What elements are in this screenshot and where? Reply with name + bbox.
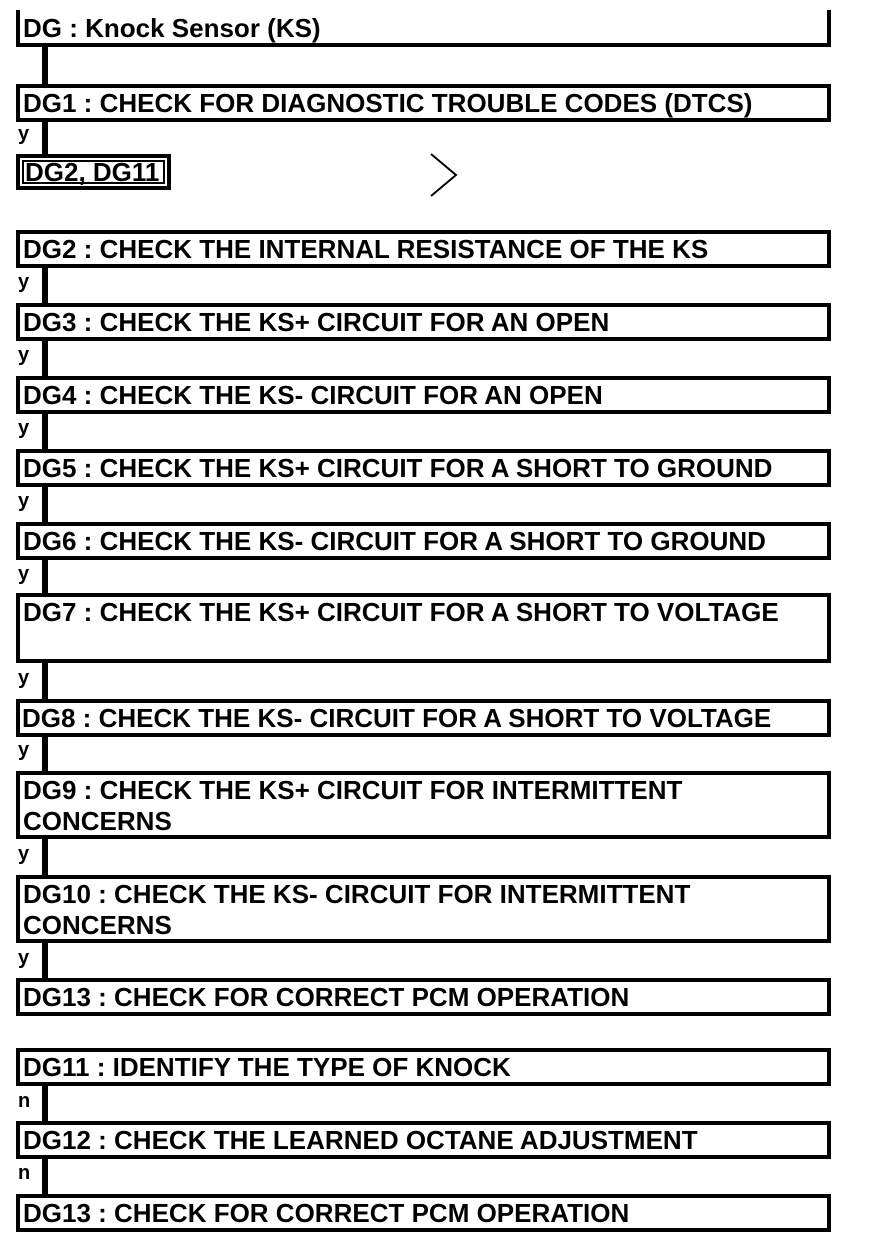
connector-line (42, 414, 48, 449)
step-dg7: DG7 : CHECK THE KS+ CIRCUIT FOR A SHORT TO VOLTAGE (16, 593, 831, 663)
chevron-right-icon (428, 152, 462, 198)
step-dg10: DG10 : CHECK THE KS- CIRCUIT FOR INTERMITTENT CONCERNS (16, 875, 831, 943)
branch-label: y (18, 123, 30, 145)
connector-line (42, 560, 48, 593)
branch-label: y (18, 947, 30, 969)
branch-label: y (18, 417, 30, 439)
step-dg11: DG11 : IDENTIFY THE TYPE OF KNOCK (16, 1048, 831, 1086)
branch-label: y (18, 667, 30, 689)
branch-label: y (18, 271, 30, 293)
step-dg1: DG1 : CHECK FOR DIAGNOSTIC TROUBLE CODES (DTCS) (16, 84, 831, 122)
branch-label: y (18, 843, 30, 865)
branch-label: y (18, 490, 30, 512)
connector-line (42, 839, 48, 875)
step-dg5: DG5 : CHECK THE KS+ CIRCUIT FOR A SHORT TO GROUND (16, 449, 831, 487)
step-dg13: DG13 : CHECK FOR CORRECT PCM OPERATION (16, 978, 831, 1016)
connector-line (42, 487, 48, 522)
step-dg8: DG8 : CHECK THE KS- CIRCUIT FOR A SHORT TO VOLTAGE (16, 699, 831, 737)
step-dg13: DG13 : CHECK FOR CORRECT PCM OPERATION (16, 1194, 831, 1232)
connector-line (42, 943, 48, 978)
step-dg2: DG2 : CHECK THE INTERNAL RESISTANCE OF THE KS (16, 230, 831, 268)
connector-line (42, 47, 48, 84)
step-dg9: DG9 : CHECK THE KS+ CIRCUIT FOR INTERMITTENT CONCERNS (16, 771, 831, 839)
flowchart-title: DG : Knock Sensor (KS) (16, 10, 831, 47)
step-dg6: DG6 : CHECK THE KS- CIRCUIT FOR A SHORT TO GROUND (16, 522, 831, 560)
connector-line (42, 737, 48, 771)
branch-label: y (18, 739, 30, 761)
step-dg4: DG4 : CHECK THE KS- CIRCUIT FOR AN OPEN (16, 376, 831, 414)
connector-line (42, 122, 48, 154)
branch-label: y (18, 344, 30, 366)
step-dg3: DG3 : CHECK THE KS+ CIRCUIT FOR AN OPEN (16, 303, 831, 341)
branch-label: n (18, 1162, 31, 1184)
connector-line (42, 1086, 48, 1121)
connector-line (42, 268, 48, 303)
branch-label: y (18, 563, 30, 585)
connector-line (42, 341, 48, 376)
step-dg2-dg11: DG2, DG11 (16, 154, 171, 190)
connector-line (42, 663, 48, 699)
connector-line (42, 1159, 48, 1194)
branch-label: n (18, 1090, 31, 1112)
step-dg12: DG12 : CHECK THE LEARNED OCTANE ADJUSTMENT (16, 1121, 831, 1159)
